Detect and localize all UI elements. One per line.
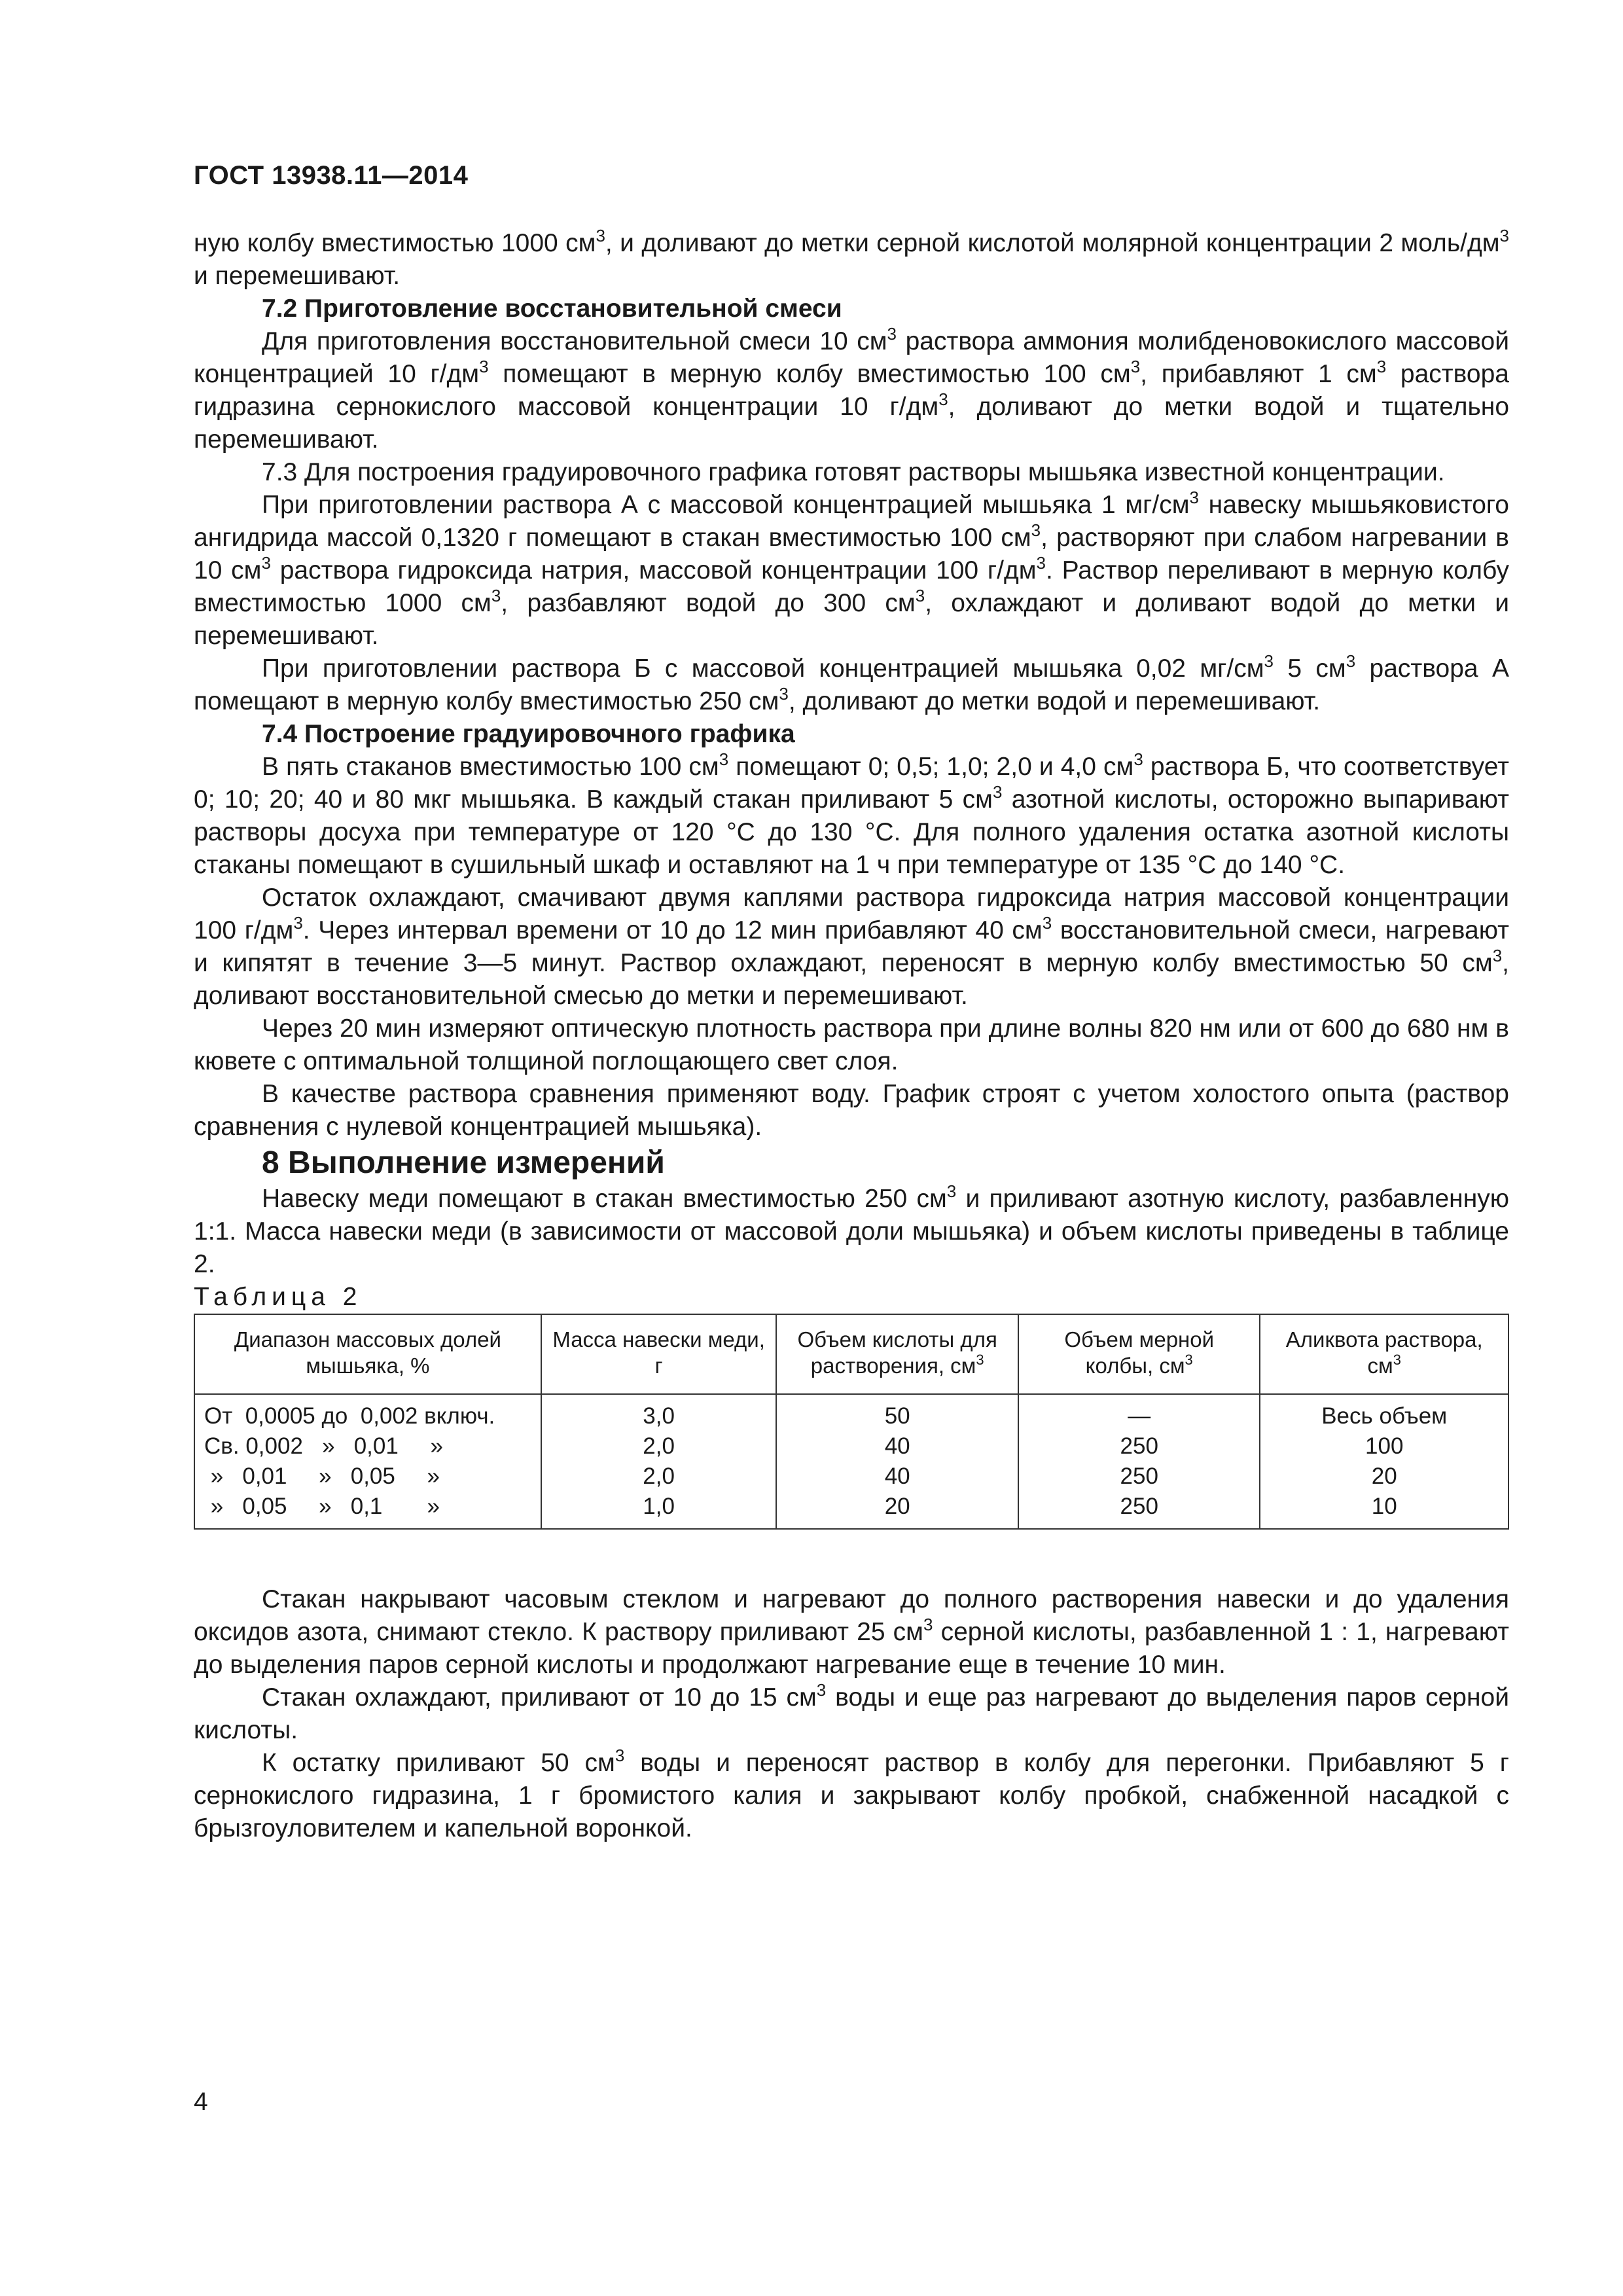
paragraph: При приготовлении раствора Б с массовой концентрацией мышьяка 0,02 $мг/см^3$ 5 $см^3$ раствора А помещают в мерную колбу вместимостью 250 $см^3$, доливают до метки водой и перемешивают. (194, 651, 1509, 715)
section-heading-8: 8 Выполнение измерений (262, 1145, 665, 1180)
paragraph: Стакан охлаждают, приливают от 10 до 15 $см^3$ воды и еще раз нагревают до выделения паров серной кислоты. (194, 1680, 1509, 1744)
column-header: Аликвота раствора, $см^3$ (1260, 1314, 1508, 1394)
cell-acid: 50 (776, 1394, 1018, 1431)
cell-range: » 0,05 » 0,1 » (194, 1492, 541, 1529)
paragraph: Остаток охлаждают, смачивают двумя каплями раствора гидроксида натрия массовой концентрации 100 $г/дм^3$. Через интервал времени от 10 до 12 мин прибавляют 40 $см^3$ восстановительной смеси, нагревают и кипятят в течение 3—5 минут. Раствор охлаждают, переносят в мерную колбу вместимостью 50 $см^3$, доливают восстановительной смесью до метки и перемешивают. (194, 884, 1509, 1010)
cell-acid: 20 (776, 1492, 1018, 1529)
paragraph: Стакан накрывают часовым стеклом и нагревают до полного растворения навески и до удаления оксидов азота, снимают стекло. К раствору приливают 25 $см^3$ серной кислоты, разбавленной 1 : 1, нагревают до выделения паров серной кислоты и продолжают нагревание еще в течение 10 мин. (194, 1585, 1509, 1679)
column-header: Масса навески меди, г (541, 1314, 776, 1394)
table-row (194, 1462, 1508, 1492)
page-number: 4 (194, 2088, 208, 2116)
column-header: Объем мерной колбы, $см^3$ (1018, 1314, 1260, 1394)
cell-mass: 2,0 (541, 1462, 776, 1492)
cell-aliquot: Весь объем (1260, 1394, 1508, 1431)
cell-flask: 250 (1018, 1431, 1260, 1462)
paragraph: В качестве раствора сравнения применяют воду. График строят с учетом холостого опыта (раствор сравнения с нулевой концентрацией мышьяка). (194, 1080, 1509, 1141)
table-2 (194, 1314, 1509, 1530)
paragraph: При приготовлении раствора А с массовой концентрацией мышьяка 1 $мг/см^3$ навеску мышьяковистого ангидрида массой 0,1320 г помещают в стакан вместимостью 100 $см^3$, растворяют при слабом нагревании в 10 $см^3$ раствора гидроксида натрия, массовой концентрации 100 $г/дм^3$. Раствор переливают в мерную колбу вместимостью 1000 $см^3$, разбавляют водой до 300 $см^3$, охлаждают и доливают водой до метки и перемешивают. (194, 488, 1510, 650)
cell-flask: 250 (1018, 1492, 1260, 1529)
subsection-heading-7-2: 7.2 Приготовление восстановительной смеси (262, 295, 842, 323)
paragraph: К остатку приливают 50 $см^3$ воды и переносят раствор в колбу для перегонки. Прибавляют 5 г сернокислого гидразина, 1 г бромистого калия и закрывают колбу пробкой, снабженной насадкой с брызгоуловителем и капельной воронкой. (194, 1746, 1509, 1842)
cell-range: Св. 0,002 » 0,01 » (194, 1431, 541, 1462)
paragraph: 7.3 Для построения градуировочного графика готовят растворы мышьяка известной концентрации. (262, 458, 1445, 486)
document-header: ГОСТ 13938.11—2014 (194, 161, 469, 190)
subsection-heading-7-4: 7.4 Построение градуировочного графика (262, 720, 795, 748)
cell-aliquot: 20 (1260, 1462, 1508, 1492)
table-caption: Таблица 2 (194, 1283, 363, 1311)
cell-mass: 1,0 (541, 1492, 776, 1529)
table-row (194, 1394, 1508, 1431)
cell-acid: 40 (776, 1462, 1018, 1492)
paragraph: Через 20 мин измеряют оптическую плотность раствора при длине волны 820 нм или от 600 до 680 нм в кювете с оптимальной толщиной поглощающего свет слоя. (194, 1014, 1509, 1075)
column-header: Диапазон массовых долей мышьяка, % (194, 1314, 541, 1394)
cell-aliquot: 100 (1260, 1431, 1508, 1462)
cell-mass: 2,0 (541, 1431, 776, 1462)
paragraph: Для приготовления восстановительной смеси 10 $см^3$ раствора аммония молибденовокислого массовой концентрацией 10 $г/дм^3$ помещают в мерную колбу вместимостью 100 $см^3$, прибавляют 1 $см^3$ раствора гидразина сернокислого массовой концентрации 10 $г/дм^3$, доливают до метки водой и тщательно перемешивают. (194, 324, 1510, 454)
cell-flask: 250 (1018, 1462, 1260, 1492)
cell-range: » 0,01 » 0,05 » (194, 1462, 541, 1492)
cell-flask: — (1018, 1394, 1260, 1431)
cell-range: От 0,0005 до 0,002 включ. (194, 1394, 541, 1431)
cell-mass: 3,0 (541, 1394, 776, 1431)
paragraph: В пять стаканов вместимостью 100 $см^3$ помещают 0; 0,5; 1,0; 2,0 и 4,0 $см^3$ раствора Б, что соответствует 0; 10; 20; 40 и 80 мкг мышьяка. В каждый стакан приливают 5 $см^3$ азотной кислоты, осторожно выпаривают растворы досуха при температуре от 120 °С до 130 °С. Для полного удаления остатка азотной кислоты стаканы помещают в сушильный шкаф и оставляют на 1 ч при температуре от 135 °С до 140 °С. (194, 749, 1510, 879)
table-row (194, 1492, 1508, 1529)
cell-aliquot: 10 (1260, 1492, 1508, 1529)
paragraph: ную колбу вместимостью 1000 $см^3$, и доливают до метки серной кислотой молярной концентрации 2 моль/$дм^3$ и перемешивают. (194, 226, 1510, 290)
cell-acid: 40 (776, 1431, 1018, 1462)
column-header: Объем кислоты для растворения, $см^3$ (776, 1314, 1018, 1394)
table-row (194, 1431, 1508, 1462)
table-header-row (194, 1314, 1508, 1394)
paragraph: Навеску меди помещают в стакан вместимостью 250 $см^3$ и приливают азотную кислоту, разбавленную 1:1. Масса навески меди (в зависимости от массовой доли мышьяка) и объем кислоты приведены в таблице 2. (194, 1181, 1509, 1278)
document-body (194, 227, 1509, 1845)
